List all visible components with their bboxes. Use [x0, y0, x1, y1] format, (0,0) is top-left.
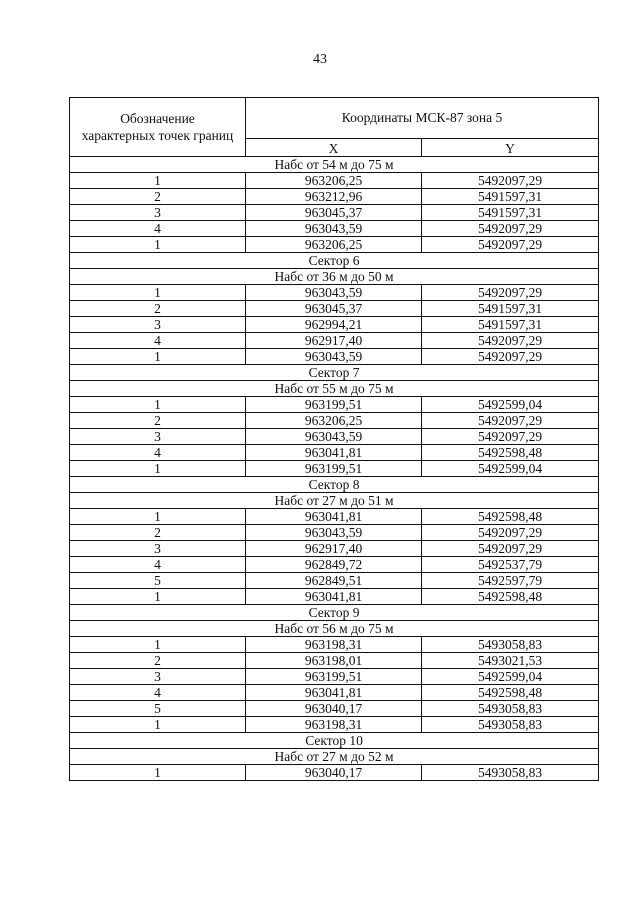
point-header-line1: Обозначение [120, 111, 195, 126]
section-row [70, 365, 599, 381]
table-row [70, 237, 599, 253]
point-number-cell: 1 [70, 509, 246, 525]
section-label: Сектор 8 [70, 477, 599, 493]
coordinates-header: Координаты МСК-87 зона 5 [246, 98, 599, 139]
table-row [70, 509, 599, 525]
y-coordinate-cell: 5493058,83 [422, 765, 599, 781]
x-coordinate-cell: 963212,96 [246, 189, 422, 205]
table-row [70, 445, 599, 461]
point-number-cell: 1 [70, 237, 246, 253]
point-number-cell: 2 [70, 653, 246, 669]
point-number-cell: 1 [70, 461, 246, 477]
section-row [70, 605, 599, 621]
point-number-cell: 2 [70, 301, 246, 317]
y-coordinate-cell: 5492097,29 [422, 173, 599, 189]
table-row [70, 525, 599, 541]
section-row [70, 749, 599, 765]
section-row [70, 381, 599, 397]
table-row [70, 701, 599, 717]
point-designation-header [70, 98, 246, 157]
y-coordinate-cell: 5492598,48 [422, 509, 599, 525]
section-label: Набс от 55 м до 75 м [70, 381, 599, 397]
x-coordinate-cell: 962917,40 [246, 541, 422, 557]
table-row [70, 397, 599, 413]
y-coordinate-cell: 5492598,48 [422, 589, 599, 605]
x-coordinate-cell: 963045,37 [246, 205, 422, 221]
table-row [70, 429, 599, 445]
x-coordinate-cell: 963198,31 [246, 637, 422, 653]
x-coordinate-cell: 963198,01 [246, 653, 422, 669]
point-number-cell: 3 [70, 541, 246, 557]
y-column-header: Y [422, 139, 599, 157]
y-coordinate-cell: 5493021,53 [422, 653, 599, 669]
x-coordinate-cell: 963199,51 [246, 669, 422, 685]
y-coordinate-cell: 5491597,31 [422, 205, 599, 221]
coordinates-table [69, 97, 599, 781]
section-row [70, 621, 599, 637]
x-coordinate-cell: 963040,17 [246, 701, 422, 717]
y-coordinate-cell: 5493058,83 [422, 701, 599, 717]
x-coordinate-cell: 963206,25 [246, 237, 422, 253]
y-coordinate-cell: 5492097,29 [422, 349, 599, 365]
section-label: Набс от 54 м до 75 м [70, 157, 599, 173]
x-coordinate-cell: 963206,25 [246, 173, 422, 189]
point-number-cell: 2 [70, 189, 246, 205]
y-coordinate-cell: 5491597,31 [422, 317, 599, 333]
table-row [70, 205, 599, 221]
x-coordinate-cell: 963206,25 [246, 413, 422, 429]
x-coordinate-cell: 963041,81 [246, 685, 422, 701]
table-row [70, 301, 599, 317]
point-number-cell: 4 [70, 445, 246, 461]
point-number-cell: 1 [70, 589, 246, 605]
y-coordinate-cell: 5492599,04 [422, 397, 599, 413]
point-number-cell: 5 [70, 573, 246, 589]
y-coordinate-cell: 5492097,29 [422, 525, 599, 541]
x-coordinate-cell: 963045,37 [246, 301, 422, 317]
point-number-cell: 1 [70, 173, 246, 189]
y-coordinate-cell: 5492097,29 [422, 541, 599, 557]
table-row [70, 317, 599, 333]
table-row [70, 333, 599, 349]
point-number-cell: 2 [70, 525, 246, 541]
table-row [70, 637, 599, 653]
section-label: Сектор 10 [70, 733, 599, 749]
table-row [70, 221, 599, 237]
x-coordinate-cell: 963040,17 [246, 765, 422, 781]
y-coordinate-cell: 5492599,04 [422, 669, 599, 685]
point-number-cell: 3 [70, 317, 246, 333]
section-row [70, 477, 599, 493]
table-row [70, 557, 599, 573]
x-coordinate-cell: 962849,51 [246, 573, 422, 589]
x-coordinate-cell: 963043,59 [246, 221, 422, 237]
table-row [70, 461, 599, 477]
section-label: Сектор 9 [70, 605, 599, 621]
x-coordinate-cell: 963199,51 [246, 397, 422, 413]
y-coordinate-cell: 5492097,29 [422, 413, 599, 429]
point-number-cell: 4 [70, 557, 246, 573]
table-row [70, 541, 599, 557]
point-header-line2: характерных точек границ [81, 128, 234, 143]
y-coordinate-cell: 5492097,29 [422, 285, 599, 301]
point-number-cell: 1 [70, 765, 246, 781]
y-coordinate-cell: 5493058,83 [422, 717, 599, 733]
x-coordinate-cell: 963041,81 [246, 509, 422, 525]
table-row [70, 717, 599, 733]
point-number-cell: 3 [70, 669, 246, 685]
section-label: Сектор 6 [70, 253, 599, 269]
point-number-cell: 1 [70, 717, 246, 733]
x-coordinate-cell: 962917,40 [246, 333, 422, 349]
y-coordinate-cell: 5492097,29 [422, 237, 599, 253]
x-coordinate-cell: 962994,21 [246, 317, 422, 333]
page-number: 43 [313, 52, 327, 67]
y-coordinate-cell: 5493058,83 [422, 637, 599, 653]
x-column-header: X [246, 139, 422, 157]
y-coordinate-cell: 5492597,79 [422, 573, 599, 589]
y-coordinate-cell: 5492097,29 [422, 221, 599, 237]
section-row [70, 733, 599, 749]
section-row [70, 269, 599, 285]
x-coordinate-cell: 963199,51 [246, 461, 422, 477]
x-coordinate-cell: 963198,31 [246, 717, 422, 733]
point-number-cell: 1 [70, 349, 246, 365]
point-number-cell: 3 [70, 205, 246, 221]
table-row [70, 653, 599, 669]
table-row [70, 189, 599, 205]
table-body [70, 157, 599, 781]
section-label: Набс от 27 м до 51 м [70, 493, 599, 509]
table-row [70, 685, 599, 701]
x-coordinate-cell: 963043,59 [246, 429, 422, 445]
table-row [70, 349, 599, 365]
y-coordinate-cell: 5492598,48 [422, 445, 599, 461]
section-label: Сектор 7 [70, 365, 599, 381]
x-coordinate-cell: 963041,81 [246, 445, 422, 461]
section-label: Набс от 27 м до 52 м [70, 749, 599, 765]
table-row [70, 573, 599, 589]
table-row [70, 413, 599, 429]
point-number-cell: 5 [70, 701, 246, 717]
y-coordinate-cell: 5491597,31 [422, 301, 599, 317]
point-number-cell: 1 [70, 637, 246, 653]
section-label: Набс от 56 м до 75 м [70, 621, 599, 637]
x-coordinate-cell: 963043,59 [246, 349, 422, 365]
y-coordinate-cell: 5492599,04 [422, 461, 599, 477]
x-coordinate-cell: 963043,59 [246, 525, 422, 541]
point-number-cell: 3 [70, 429, 246, 445]
section-row [70, 253, 599, 269]
x-coordinate-cell: 963043,59 [246, 285, 422, 301]
y-coordinate-cell: 5492537,79 [422, 557, 599, 573]
table-row [70, 765, 599, 781]
table-row [70, 589, 599, 605]
table-row [70, 669, 599, 685]
point-number-cell: 4 [70, 221, 246, 237]
table-row [70, 285, 599, 301]
point-number-cell: 1 [70, 285, 246, 301]
x-coordinate-cell: 963041,81 [246, 589, 422, 605]
y-coordinate-cell: 5492598,48 [422, 685, 599, 701]
point-number-cell: 1 [70, 397, 246, 413]
table-row [70, 173, 599, 189]
section-row [70, 157, 599, 173]
point-number-cell: 2 [70, 413, 246, 429]
section-label: Набс от 36 м до 50 м [70, 269, 599, 285]
x-coordinate-cell: 962849,72 [246, 557, 422, 573]
point-number-cell: 4 [70, 685, 246, 701]
section-row [70, 493, 599, 509]
point-number-cell: 4 [70, 333, 246, 349]
y-coordinate-cell: 5492097,29 [422, 429, 599, 445]
y-coordinate-cell: 5492097,29 [422, 333, 599, 349]
y-coordinate-cell: 5491597,31 [422, 189, 599, 205]
